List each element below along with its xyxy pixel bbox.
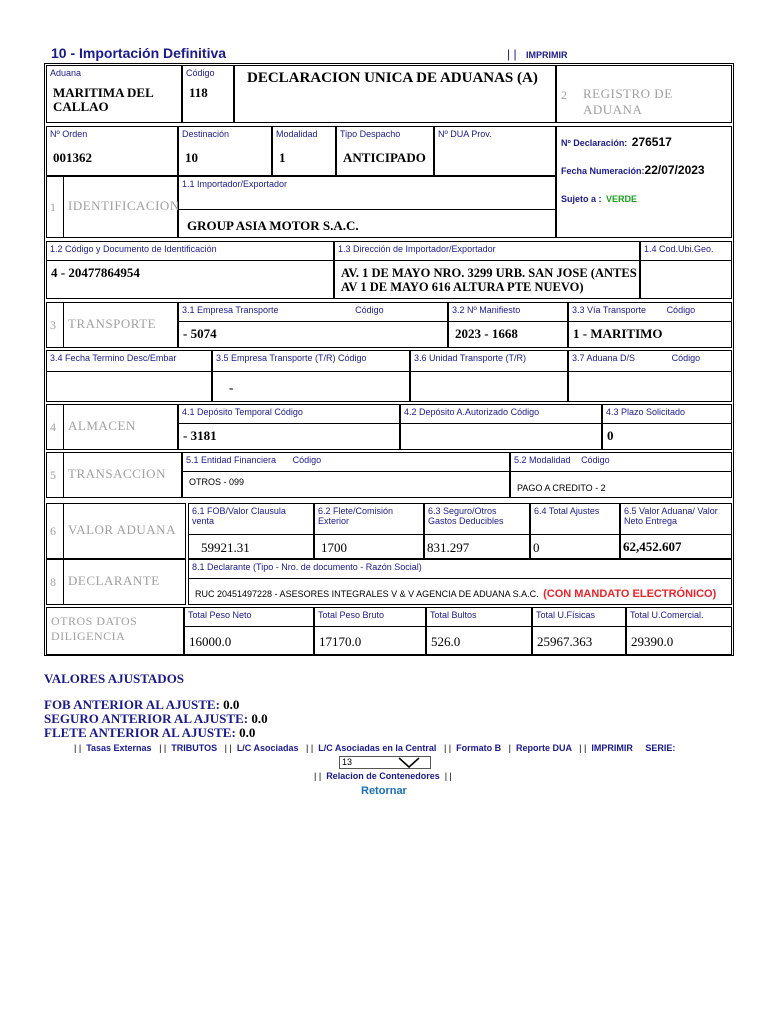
seguro-ajuste-label: SEGURO ANTERIOR AL AJUSTE: (44, 711, 249, 726)
via-value: 1 - MARITIMO (573, 326, 663, 341)
tipo-despacho-cell (336, 126, 434, 176)
doc-title: DECLARACION UNICA DE ADUANAS (A) (247, 70, 538, 86)
entidad-codigo-label: Código (292, 455, 322, 465)
importador-cell (178, 176, 556, 238)
tasas-externas-link[interactable]: Tasas Externas (86, 743, 152, 753)
codigo-cell (182, 65, 234, 123)
tipo-despacho-value: ANTICIPADO (343, 150, 426, 165)
dua-prov-label: Nº DUA Prov. (438, 129, 492, 139)
deposito-label: 4.1 Depósito Temporal Código (182, 407, 303, 417)
bultos-value: 526.0 (431, 634, 461, 649)
serie-select[interactable] (339, 756, 431, 769)
otros-section (46, 607, 184, 655)
declarante-label: DECLARANTE (68, 573, 160, 588)
declaracion-label: Nº Declaración: (561, 138, 628, 148)
fecha-label: Fecha Numeración: (561, 166, 645, 176)
fisicas-value: 25967.363 (537, 634, 593, 649)
codigo-label: Código (186, 68, 215, 78)
unidad-tr-cell (410, 350, 568, 402)
declarante-value: RUC 20451497228 - ASESORES INTEGRALES V & V AGENCIA DE ADUANA S.A.C. (195, 589, 539, 599)
chevron-down-icon (398, 757, 420, 769)
empresa-codigo-label: Código (355, 305, 384, 315)
modalidad-pago-label: 5.2 Modalidad (514, 455, 571, 465)
comercial-label: Total U.Comercial. (630, 610, 704, 620)
orden-cell (46, 126, 178, 176)
fisicas-label: Total U.Físicas (536, 610, 596, 620)
seguro-value: 831.297 (427, 540, 470, 555)
direccion-cell (334, 241, 640, 299)
sujeto-label: Sujeto a : (561, 194, 602, 204)
imprimir-link[interactable]: IMPRIMIR (591, 743, 633, 753)
direccion-label: 1.3 Dirección de Importador/Exportador (338, 244, 496, 254)
plazo-value: 0 (607, 428, 614, 443)
ubigeo-label: 1.4 Cod.Ubi.Geo. (644, 244, 714, 254)
lc-asociadas-link[interactable]: L/C Asociadas (236, 743, 299, 753)
empresa-tr-cell (212, 350, 410, 402)
valor-num: 6 (50, 524, 56, 538)
empresa-cell (178, 302, 448, 348)
codigo-value: 118 (189, 85, 208, 100)
declarante-tipo-label: 8.1 Declarante (Tipo - Nro. de documento - Razón Social) (192, 562, 422, 572)
identificacion-num: 1 (50, 200, 56, 214)
via-cell (568, 302, 732, 348)
fob-cell (188, 503, 314, 559)
page-title: 10 - Importación Definitiva (51, 45, 227, 61)
almacen-label: ALMACEN (68, 418, 136, 433)
transaccion-section (46, 452, 182, 498)
deposito-cell (178, 404, 400, 450)
peso-neto-value: 16000.0 (189, 634, 232, 649)
empresa-tr-label: 3.5 Empresa Transporte (T/R) Código (216, 353, 367, 363)
id-doc-label: 1.2 Código y Documento de Identificación (50, 244, 217, 254)
transaccion-label: TRANSACCION (68, 466, 166, 481)
serie-label: SERIE: (645, 743, 676, 753)
ajustes-label: 6.4 Total Ajustes (534, 506, 600, 516)
registro-cell (556, 65, 732, 123)
lc-central-link[interactable]: L/C Asociadas en la Central (318, 743, 437, 753)
almacen-section (46, 404, 178, 450)
sujeto-value: VERDE (605, 194, 637, 204)
declarante-section (46, 559, 186, 605)
valor-aduana-value: 62,452.607 (623, 539, 682, 554)
ajustes-value: 0 (533, 540, 540, 555)
importador-label: 1.1 Importador/Exportador (182, 179, 288, 189)
doc-title-cell (234, 65, 556, 123)
deposito-value: - 3181 (183, 428, 217, 443)
tipo-despacho-label: Tipo Despacho (340, 129, 401, 139)
aduana-ds-label: 3.7 Aduana D/S (572, 353, 636, 363)
flete-value: 1700 (321, 540, 347, 555)
entidad-label: 5.1 Entidad Financiera (186, 455, 277, 465)
dua-prov-cell (434, 126, 556, 176)
flete-cell (314, 503, 424, 559)
serie-value: 13 (342, 757, 353, 767)
aduana-ds-cell (568, 350, 732, 402)
declaracion-value: 276517 (631, 135, 672, 149)
transporte-section (46, 302, 178, 348)
bultos-cell (426, 607, 532, 655)
formato-b-link[interactable]: Formato B (456, 743, 502, 753)
retornar-link[interactable]: Retornar (361, 785, 407, 797)
transporte-label: TRANSPORTE (68, 316, 157, 331)
fisicas-cell (532, 607, 626, 655)
valor-section (46, 503, 186, 559)
id-doc-cell (46, 241, 334, 299)
plazo-label: 4.3 Plazo Solicitado (606, 407, 686, 417)
flete-label: 6.2 Flete/Comisión Exterior (318, 506, 394, 526)
reporte-dua-link[interactable]: Reporte DUA (515, 743, 572, 753)
peso-neto-label: Total Peso Neto (188, 610, 252, 620)
aduana-label: Aduana (50, 68, 82, 78)
orden-value: 001362 (53, 150, 92, 165)
destinacion-cell (178, 126, 272, 176)
deposito-aut-cell (400, 404, 602, 450)
transporte-num: 3 (50, 318, 56, 332)
separator: | | (507, 47, 517, 61)
comercial-cell (626, 607, 732, 655)
unidad-tr-label: 3.6 Unidad Transporte (T/R) (414, 353, 527, 363)
flete-ajuste-value: 0.0 (239, 725, 256, 740)
manifiesto-cell (448, 302, 568, 348)
links-bar: | | Tasas Externas | | TRIBUTOS | | L/C Asociadas | | L/C Asociadas en la Central | | Formato B | Reporte DUA | | IMPRIMIR SERIE: (74, 743, 676, 753)
plazo-cell (602, 404, 732, 450)
tributos-link[interactable]: TRIBUTOS (171, 743, 218, 753)
aduana-value: MARITIMA DEL CALLAO (53, 85, 154, 114)
declarante-num: 8 (50, 575, 56, 589)
direccion-value: AV. 1 DE MAYO NRO. 3299 URB. SAN JOSE (ANTES AV 1 DE MAYO 616 ALTURA PTE NUEVO) (341, 266, 637, 294)
destinacion-value: 10 (185, 150, 198, 165)
empresa-label: 3.1 Empresa Transporte (182, 305, 279, 315)
aduana-cell (46, 65, 182, 123)
flete-ajuste-label: FLETE ANTERIOR AL AJUSTE: (44, 725, 236, 740)
registro-num: 2 (561, 88, 567, 102)
registro-label: REGISTRO DE ADUANA (583, 86, 673, 117)
seguro-ajuste-value: 0.0 (251, 711, 268, 726)
orden-label: Nº Orden (50, 129, 88, 139)
modalidad-value: 1 (279, 150, 286, 165)
modalidad-pago-cell (510, 452, 732, 498)
modalidad-pago-codigo-label: Código (581, 455, 610, 465)
print-link[interactable]: IMPRIMIR (526, 50, 568, 60)
fob-ajuste-value: 0.0 (223, 697, 240, 712)
seguro-label: 6.3 Seguro/Otros Gastos Deducibles (428, 506, 504, 526)
ubigeo-cell (640, 241, 732, 299)
declarante-cell (188, 559, 732, 605)
almacen-num: 4 (50, 420, 56, 434)
deposito-aut-label: 4.2 Depósito A.Autorizado Código (404, 407, 540, 417)
peso-bruto-label: Total Peso Bruto (318, 610, 385, 620)
identificacion-section (46, 176, 178, 238)
entidad-value: OTROS - 099 (189, 477, 245, 487)
mandato-label: (CON MANDATO ELECTRÓNICO) (543, 588, 717, 600)
manifiesto-value: 2023 - 1668 (455, 326, 518, 341)
destinacion-label: Destinación (182, 129, 230, 139)
fob-label: 6.1 FOB/Valor Clausula venta (192, 506, 286, 526)
modalidad-label: Modalidad (276, 129, 318, 139)
fob-ajuste-label: FOB ANTERIOR AL AJUSTE: (44, 697, 220, 712)
valor-aduana-cell (620, 503, 732, 559)
fob-value: 59921.31 (201, 540, 250, 555)
via-codigo-label: Código (666, 305, 696, 315)
peso-bruto-cell (314, 607, 426, 655)
identificacion-label: IDENTIFICACION (68, 198, 180, 213)
importador-value: GROUP ASIA MOTOR S.A.C. (187, 218, 359, 233)
aduana-ds-codigo-label: Código (671, 353, 701, 363)
fecha-value: 22/07/2023 (644, 163, 705, 177)
otros-label: OTROS DATOS DILIGENCIA (51, 614, 138, 643)
valor-aduana-label: 6.5 Valor Aduana/ Valor Neto Entrega (624, 506, 718, 526)
ajustados-title: VALORES AJUSTADOS (44, 671, 185, 686)
declaracion-cell (556, 126, 732, 238)
empresa-tr-value: - (229, 380, 234, 395)
fecha-termino-label: 3.4 Fecha Termino Desc/Embar (50, 353, 177, 363)
entidad-cell (182, 452, 510, 498)
transaccion-num: 5 (50, 468, 56, 482)
via-label: 3.3 Vía Transporte (572, 305, 647, 315)
seguro-cell (424, 503, 530, 559)
empresa-value: - 5074 (183, 326, 217, 341)
ajustes-cell (530, 503, 620, 559)
id-doc-value: 4 - 20477864954 (51, 265, 140, 280)
relacion-contenedores-link[interactable]: Relacion de Contenedores (326, 771, 440, 781)
peso-bruto-value: 17170.0 (319, 634, 362, 649)
manifiesto-label: 3.2 Nº Manifiesto (452, 305, 521, 315)
valor-label: VALOR ADUANA (68, 522, 176, 537)
modalidad-pago-value: PAGO A CREDITO - 2 (517, 483, 606, 493)
bultos-label: Total Bultos (430, 610, 477, 620)
modalidad-cell (272, 126, 336, 176)
fecha-termino-cell (46, 350, 212, 402)
peso-neto-cell (184, 607, 314, 655)
comercial-value: 29390.0 (631, 634, 674, 649)
